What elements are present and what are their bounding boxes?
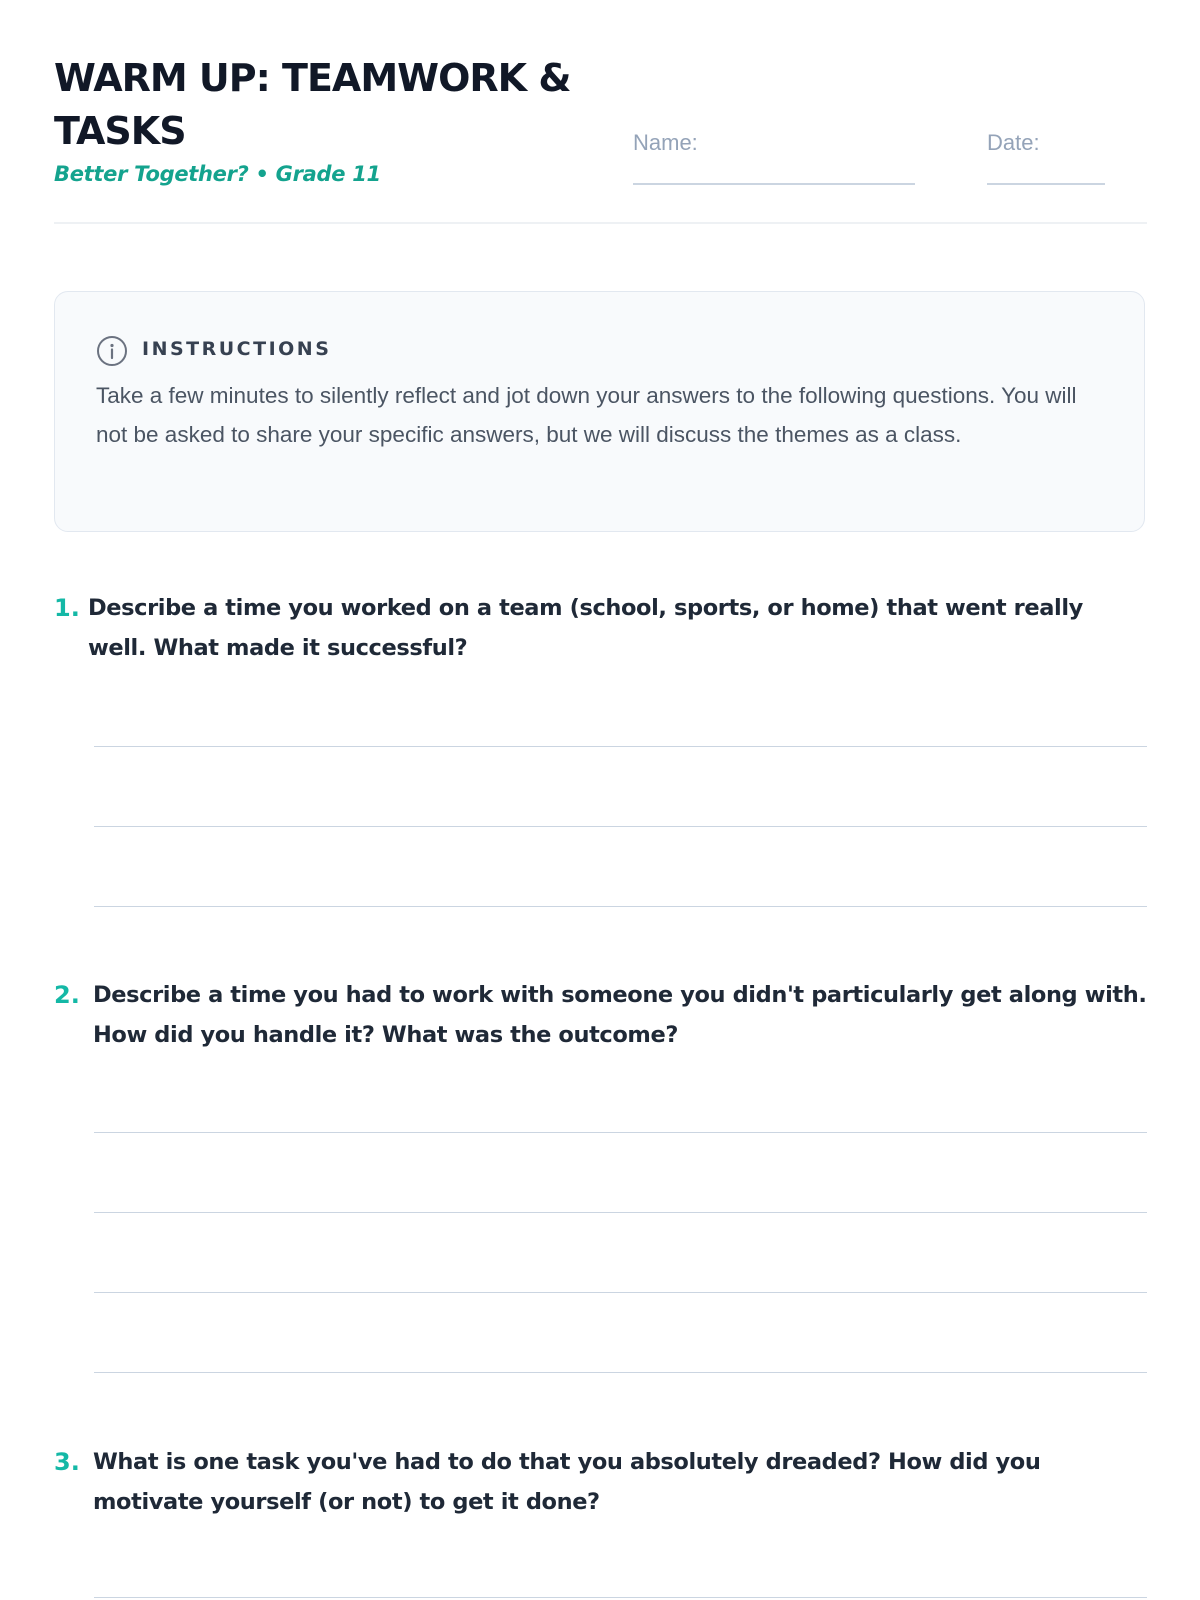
page-subtitle: Better Together? • Grade 11 (54, 162, 381, 186)
question-number: 3. (54, 1448, 80, 1476)
question-number: 1. (54, 594, 80, 622)
answer-line[interactable] (94, 1292, 1147, 1293)
instructions-text: Take a few minutes to silently reflect and jot down your answers to the following questions. You will not be asked to share your specific answers, but we will discuss the themes as a class. (96, 383, 1077, 447)
answer-line[interactable] (94, 746, 1147, 747)
question-text: What is one task you've had to do that you absolutely dreaded? How did you motivate yourself (or not) to get it done? (93, 1449, 1041, 1515)
date-label: Date: (987, 130, 1040, 155)
question-number: 2. (54, 981, 80, 1009)
instructions-heading: INSTRUCTIONS (142, 338, 332, 360)
question-text: Describe a time you worked on a team (school, sports, or home) that went really well. What made it successful? (88, 595, 1083, 661)
instructions-panel (54, 291, 1145, 532)
answer-line[interactable] (94, 826, 1147, 827)
answer-line[interactable] (94, 906, 1147, 907)
worksheet-page (54, 0, 1147, 1515)
answer-line[interactable] (94, 1372, 1147, 1373)
date-field[interactable] (987, 183, 1105, 185)
answer-line[interactable] (94, 1132, 1147, 1133)
page-title: WARM UP: TEAMWORK & TASKS (54, 56, 571, 153)
name-label: Name: (633, 130, 698, 155)
info-circle-icon (96, 335, 128, 367)
answer-line[interactable] (94, 1597, 1147, 1598)
answer-line[interactable] (94, 1212, 1147, 1213)
name-field[interactable] (633, 183, 915, 185)
question-text: Describe a time you had to work with someone you didn't particularly get along with. How did you handle it? What was the outcome? (93, 982, 1147, 1048)
worksheet-header (54, 0, 1147, 224)
